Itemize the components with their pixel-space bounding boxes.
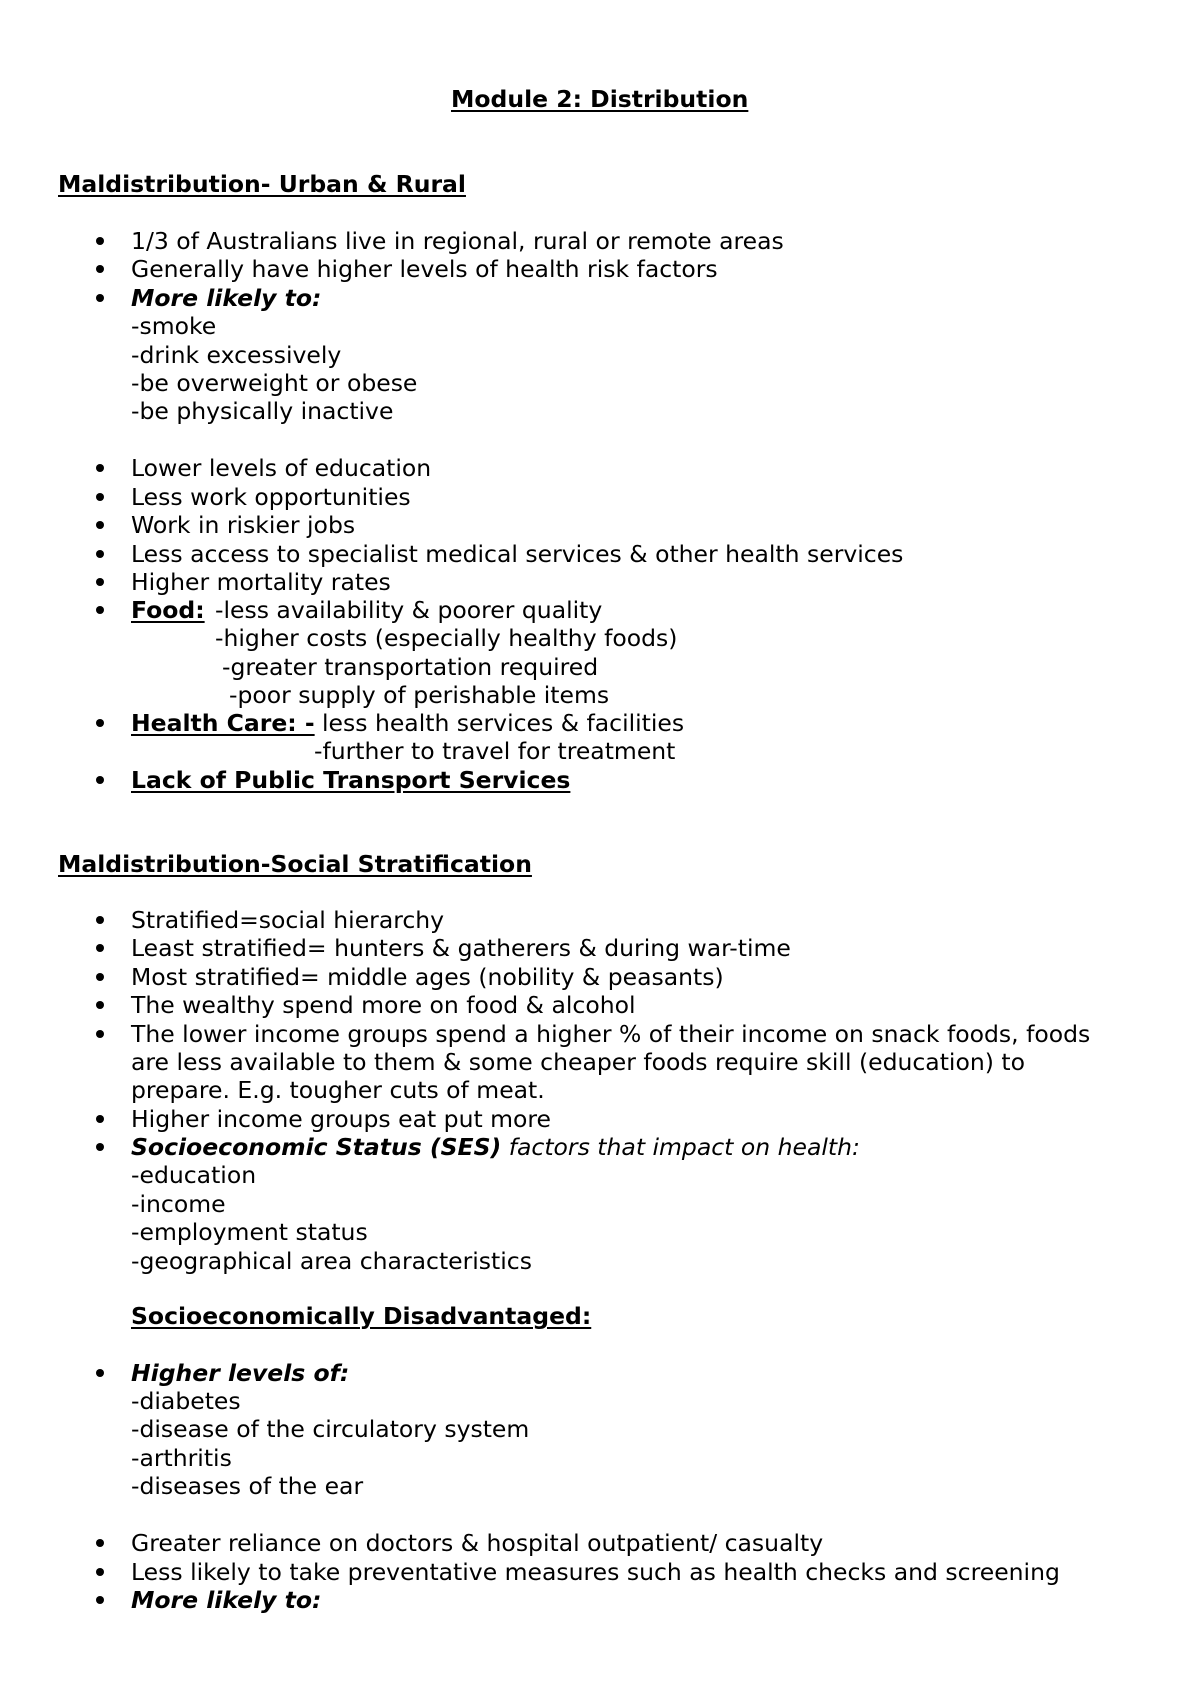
section-heading-social-stratification: Maldistribution-Social Stratification bbox=[58, 850, 532, 878]
bullet bbox=[96, 265, 104, 273]
sub-item: -disease of the circulatory system bbox=[131, 1415, 530, 1443]
bullet bbox=[96, 776, 104, 784]
bullet-text: Higher levels of: bbox=[131, 1359, 350, 1387]
bullet-text: The wealthy spend more on food & alcohol bbox=[131, 991, 636, 1019]
sub-item: -be physically inactive bbox=[131, 397, 394, 425]
food-label: Food: bbox=[131, 596, 205, 624]
sub-item: -diseases of the ear bbox=[131, 1472, 364, 1500]
health-care-item: -further to travel for treatment bbox=[314, 737, 676, 765]
bullet bbox=[96, 578, 104, 586]
bullet-text-continued: prepare. E.g. tougher cuts of meat. bbox=[131, 1076, 545, 1104]
bullet bbox=[96, 719, 104, 727]
bullet-text: The lower income groups spend a higher % of their income on snack foods, foods bbox=[131, 1020, 1091, 1048]
bullet-text: 1/3 of Australians live in regional, rural or remote areas bbox=[131, 227, 784, 255]
bullet bbox=[96, 493, 104, 501]
sub-item: -drink excessively bbox=[131, 341, 342, 369]
bullet-text: More likely to: bbox=[131, 284, 322, 312]
transport-label: Lack of Public Transport Services bbox=[131, 766, 571, 794]
bullet-text: Higher income groups eat put more bbox=[131, 1105, 552, 1133]
bullet-text: Less access to specialist medical services & other health services bbox=[131, 540, 904, 568]
bullet-text: Lower levels of education bbox=[131, 454, 432, 482]
bullet bbox=[96, 294, 104, 302]
bullet-text: Least stratified= hunters & gatherers & during war-time bbox=[131, 934, 791, 962]
bullet-text: Stratified=social hierarchy bbox=[131, 906, 445, 934]
ses-bold-text: Socioeconomic Status (SES) bbox=[131, 1133, 502, 1161]
bullet-text: Higher mortality rates bbox=[131, 568, 391, 596]
bullet-text: Most stratified= middle ages (nobility & peasants) bbox=[131, 963, 724, 991]
bullet bbox=[96, 1143, 104, 1151]
bullet bbox=[96, 1001, 104, 1009]
bullet bbox=[96, 1596, 104, 1604]
sub-item: -employment status bbox=[131, 1218, 368, 1246]
bullet bbox=[96, 1030, 104, 1038]
bullet bbox=[96, 237, 104, 245]
sub-heading-disadvantaged: Socioeconomically Disadvantaged: bbox=[131, 1302, 592, 1330]
health-care-item: less health services & facilities bbox=[322, 709, 685, 737]
bullet-text: Work in riskier jobs bbox=[131, 511, 356, 539]
page-title: Module 2: Distribution bbox=[451, 85, 749, 113]
bullet bbox=[96, 606, 104, 614]
bullet-text: Greater reliance on doctors & hospital outpatient/ casualty bbox=[131, 1529, 824, 1557]
bullet bbox=[96, 944, 104, 952]
sub-item: -arthritis bbox=[131, 1444, 232, 1472]
food-item: -higher costs (especially healthy foods) bbox=[215, 624, 678, 652]
sub-item: -income bbox=[131, 1190, 226, 1218]
bullet bbox=[96, 464, 104, 472]
bullet bbox=[96, 1369, 104, 1377]
bullet bbox=[96, 1115, 104, 1123]
bullet-text: Less work opportunities bbox=[131, 483, 411, 511]
sub-item: -diabetes bbox=[131, 1387, 241, 1415]
ses-bullet-text bbox=[131, 1133, 860, 1161]
bullet bbox=[96, 916, 104, 924]
bullet bbox=[96, 521, 104, 529]
bullet bbox=[96, 973, 104, 981]
sub-item: -geographical area characteristics bbox=[131, 1247, 532, 1275]
sub-item: -be overweight or obese bbox=[131, 369, 418, 397]
bullet-text: Generally have higher levels of health risk factors bbox=[131, 255, 718, 283]
bullet-text: Less likely to take preventative measures such as health checks and screening bbox=[131, 1558, 1060, 1586]
sub-item: -smoke bbox=[131, 312, 217, 340]
food-item: -greater transportation required bbox=[222, 653, 599, 681]
food-item: -less availability & poorer quality bbox=[215, 596, 603, 624]
bullet bbox=[96, 550, 104, 558]
health-care-label: Health Care: - bbox=[131, 709, 315, 737]
food-item: -poor supply of perishable items bbox=[229, 681, 610, 709]
bullet bbox=[96, 1568, 104, 1576]
section-heading-urban-rural: Maldistribution- Urban & Rural bbox=[58, 170, 466, 198]
bullet-text-continued: are less available to them & some cheaper foods require skill (education) to bbox=[131, 1048, 1025, 1076]
ses-rest-text: factors that impact on health: bbox=[501, 1133, 860, 1161]
bullet bbox=[96, 1539, 104, 1547]
bullet-text: More likely to: bbox=[131, 1586, 322, 1614]
sub-item: -education bbox=[131, 1161, 257, 1189]
